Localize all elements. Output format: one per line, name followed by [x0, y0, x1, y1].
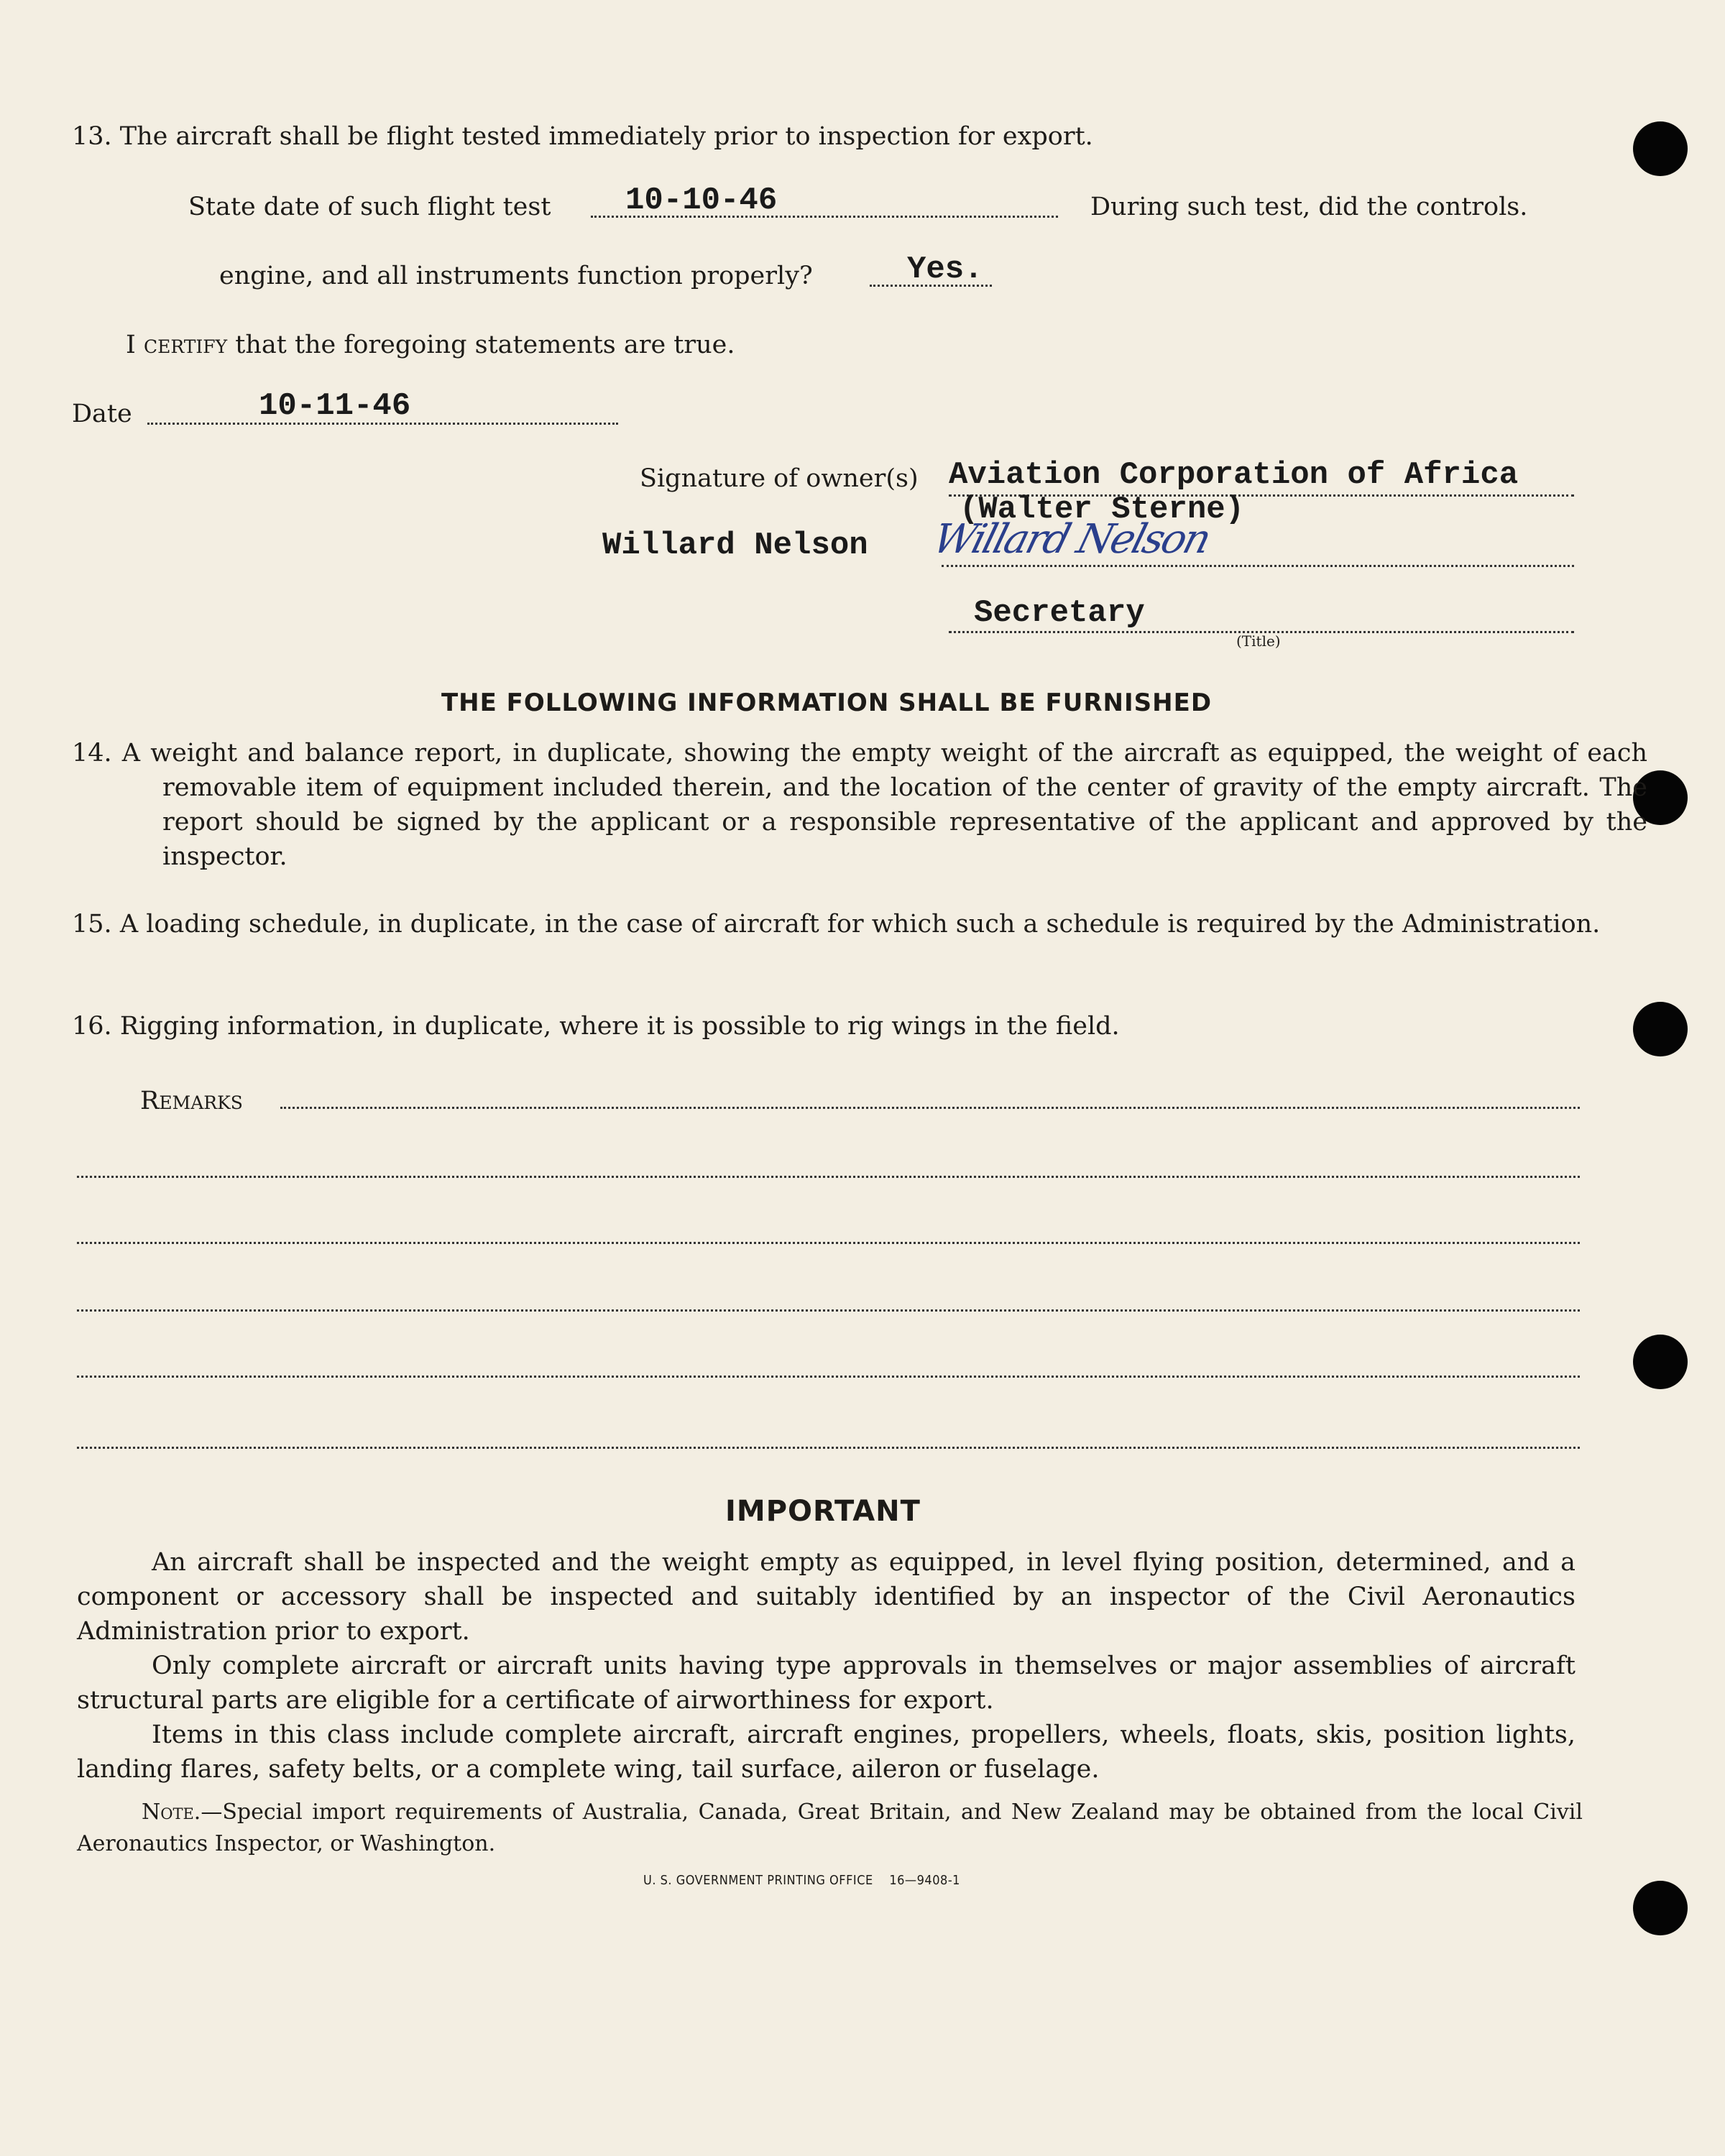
- date-label: Date: [72, 400, 132, 428]
- handwritten-signature: Willard Nelson: [928, 516, 1215, 563]
- title-value: Secretary: [974, 595, 1145, 631]
- signature-label: Signature of owner(s): [640, 464, 919, 493]
- item-15: 15. A loading schedule, in duplicate, in the case of aircraft for which such a schedule is required by the Administration.: [72, 910, 1601, 939]
- remarks-line[interactable]: [77, 1242, 1580, 1244]
- info-heading: THE FOLLOWING INFORMATION SHALL BE FURNISHED: [441, 688, 1213, 717]
- owner-representative: (Walter Sterne): [960, 492, 1245, 528]
- flight-test-date-value: 10-10-46: [625, 183, 778, 218]
- engine-instruments-label: engine, and all instruments function properly?: [219, 262, 813, 290]
- controls-label: During such test, did the controls.: [1090, 193, 1528, 221]
- important-paragraph: Items in this class include complete aircraft, aircraft engines, propellers, wheels, floats, skis, position lights, landing flares, safety belts, or a complete wing, tail surface, aileron or fuselage.: [77, 1720, 1576, 1784]
- remarks-line[interactable]: [280, 1107, 1580, 1109]
- remarks-line[interactable]: [77, 1309, 1580, 1312]
- important-paragraph: An aircraft shall be inspected and the weight empty as equipped, in level flying position, determined, and a component or accessory shall be inspected and suitably identified by an inspector of the Civil Aeronautics Administration prior to export.: [77, 1548, 1576, 1646]
- signer-typed-name: Willard Nelson: [602, 528, 868, 563]
- remarks-line[interactable]: [77, 1447, 1580, 1449]
- remarks-line[interactable]: [77, 1376, 1580, 1378]
- printer-imprint: U. S. GOVERNMENT PRINTING OFFICE 16—9408-1: [643, 1873, 960, 1888]
- title-label: (Title): [1236, 632, 1281, 650]
- certify-statement: I certify that the foregoing statements are true.: [126, 331, 735, 359]
- item-16: 16. Rigging information, in duplicate, where it is possible to rig wings in the field.: [72, 1012, 1120, 1041]
- punch-hole: [1633, 1881, 1688, 1935]
- item-14: 14. A weight and balance report, in duplicate, showing the empty weight of the aircraft as equipped, the weight of each removable item of equipment included therein, and the location of the center of gravity of the empty aircraft. The report should be signed by the applicant or a responsible representative of the applicant and approved by the inspector.: [72, 739, 1647, 871]
- important-paragraph: Only complete aircraft or aircraft units having type approvals in themselves or major assemblies of aircraft structural parts are eligible for a certificate of airworthiness for export.: [77, 1651, 1576, 1715]
- owner-name: Aviation Corporation of Africa: [949, 457, 1519, 493]
- remarks-label: Remarks: [140, 1087, 243, 1115]
- engine-instruments-value: Yes.: [907, 252, 983, 287]
- note: Note.—Special import requirements of Australia, Canada, Great Britain, and New Zealand may be obtained from the local Civil Aeronautics Inspector, or Washington.: [77, 1800, 1583, 1856]
- punch-hole: [1633, 1335, 1688, 1389]
- important-heading: IMPORTANT: [725, 1495, 921, 1528]
- punch-hole: [1633, 121, 1688, 176]
- date-value: 10-11-46: [259, 388, 411, 424]
- item-13-text: 13. The aircraft shall be flight tested immediately prior to inspection for export.: [72, 122, 1093, 151]
- remarks-line[interactable]: [77, 1176, 1580, 1178]
- flight-test-date-label: State date of such flight test: [188, 193, 551, 221]
